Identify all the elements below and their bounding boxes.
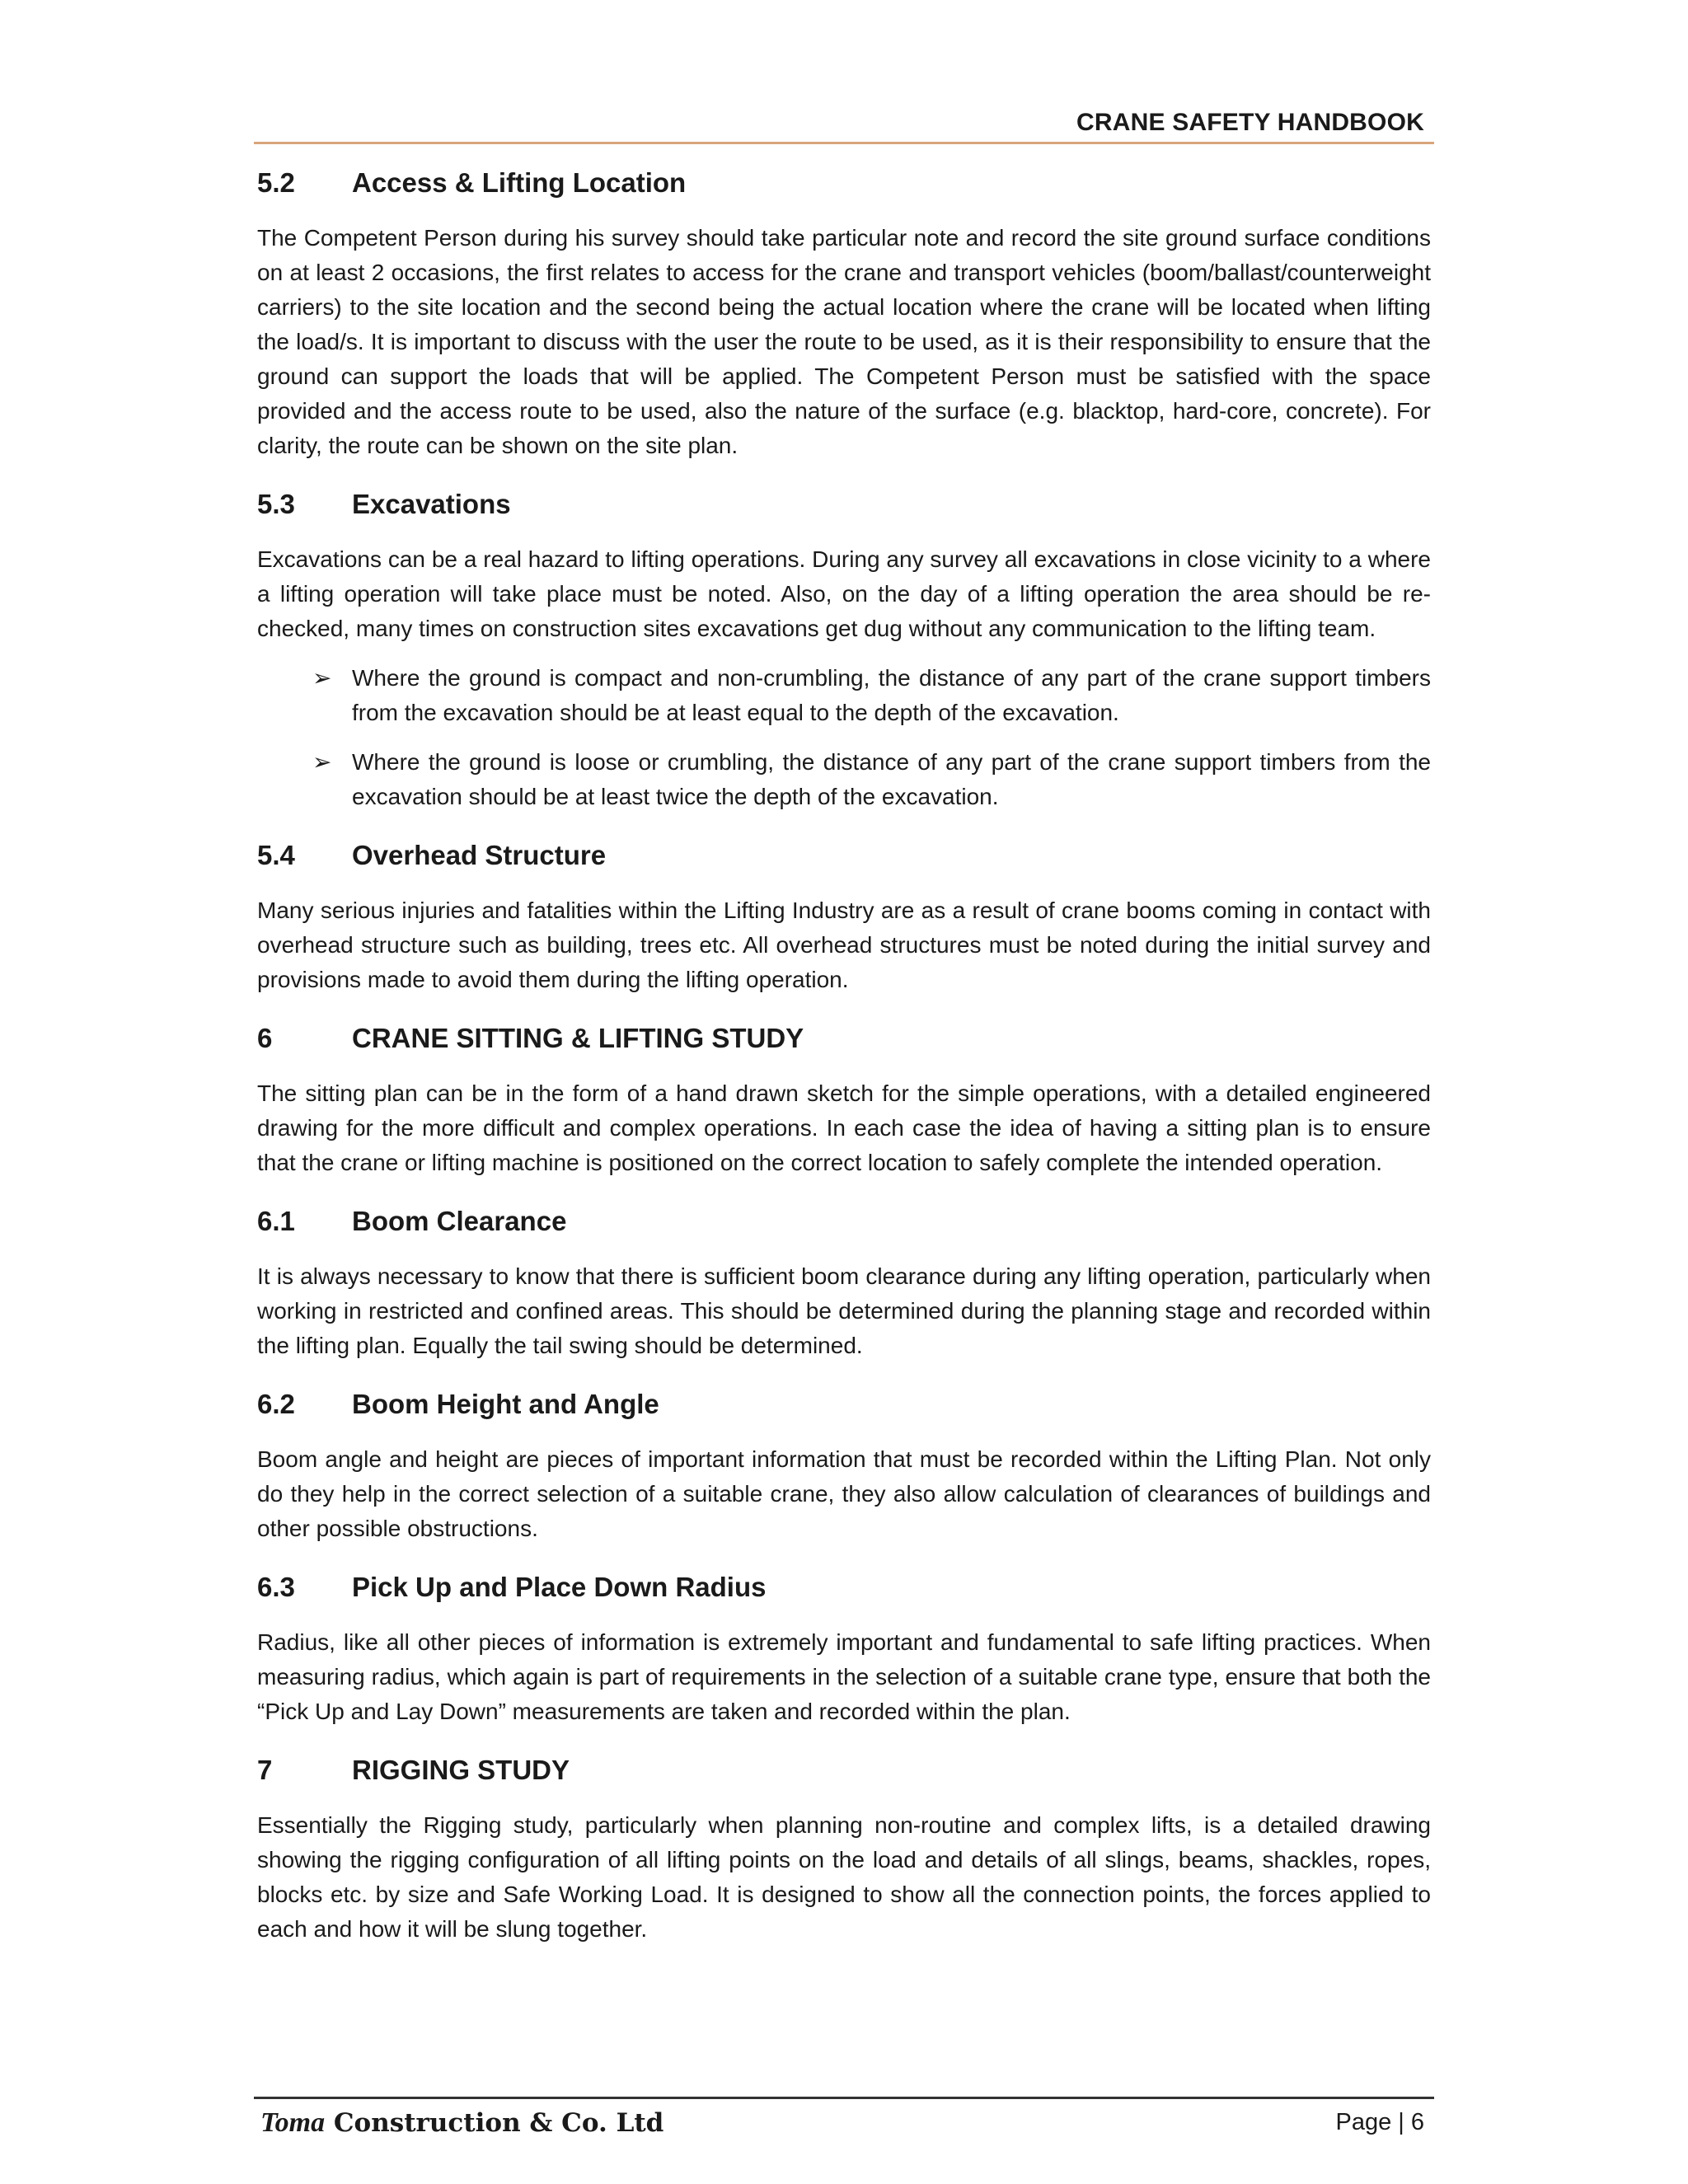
section-number: 6 bbox=[257, 1023, 273, 1053]
paragraph-6-2: Boom angle and height are pieces of important information that must be recorded within the Lifting Plan. Not only do they help in the correct selection of a suitable crane, they also allow calculation of clearances of buildings and other possible obstructions. bbox=[257, 1446, 1431, 1541]
section-number: 5.2 bbox=[257, 167, 295, 198]
bullet-text: Where the ground is compact and non-crumbling, the distance of any part of the crane support timbers from the excavation should be at least equal to the depth of the excavation. bbox=[352, 665, 1431, 725]
section-title: Boom Clearance bbox=[352, 1206, 567, 1236]
heading-5-3 bbox=[257, 486, 1431, 523]
section-number: 6.1 bbox=[257, 1206, 295, 1236]
section-title: CRANE SITTING & LIFTING STUDY bbox=[352, 1023, 804, 1053]
footer-company-name bbox=[260, 2107, 663, 2139]
page-footer bbox=[254, 2097, 1434, 2149]
heading-6-3 bbox=[257, 1569, 1431, 1605]
section-title: Overhead Structure bbox=[352, 840, 607, 870]
heading-5-2 bbox=[257, 165, 1431, 201]
paragraph-5-2: The Competent Person during his survey should take particular note and record the site ground surface conditions on at least 2 occasions, the first relates to access for the crane and transport vehicles (boom/ballast/counterweight carriers) to the site location and the second being the actual location where the crane will be located when lifting the load/s. It is important to discuss with the user the route to be used, as it is their responsibility to ensure that the ground can support the loads that will be applied. The Competent Person must be satisfied with the space provided and the access route to be used, also the nature of the surface (e.g. blacktop, hard-core, concrete). For clarity, the route can be shown on the site plan. bbox=[257, 225, 1431, 458]
section-number: 6.2 bbox=[257, 1389, 295, 1419]
heading-5-4 bbox=[257, 837, 1431, 874]
paragraph-6: The sitting plan can be in the form of a hand drawn sketch for the simple operations, with a detailed engineered drawing for the more difficult and complex operations. In each case the idea of having a sitting plan is to ensure that the crane or lifting machine is positioned on the correct location to safely complete the intended operation. bbox=[257, 1080, 1431, 1175]
page-number: Page | 6 bbox=[1335, 2109, 1424, 2135]
header-title: CRANE SAFETY HANDBOOK bbox=[1076, 109, 1424, 136]
section-number: 6.3 bbox=[257, 1572, 295, 1602]
section-title: RIGGING STUDY bbox=[352, 1755, 570, 1785]
section-number: 7 bbox=[257, 1755, 273, 1785]
paragraph-6-1: It is always necessary to know that there is sufficient boom clearance during any lifting operation, particularly when working in restricted and confined areas. This should be determined during the planning stage and recorded within the lifting plan. Equally the tail swing should be determined. bbox=[257, 1263, 1431, 1358]
paragraph-7: Essentially the Rigging study, particularly when planning non-routine and complex lifts, is a detailed drawing showing the rigging configuration of all lifting points on the load and details of all slings, beams, shackles, ropes, blocks etc. by size and Safe Working Load. It is designed to show all the connection points, the forces applied to each and how it will be slung together. bbox=[257, 1812, 1431, 1942]
company-name-rest: Construction & Co. Ltd bbox=[325, 2108, 664, 2138]
section-title: Access & Lifting Location bbox=[352, 167, 687, 198]
paragraph-5-3: Excavations can be a real hazard to lifting operations. During any survey all excavations in close vicinity to a where a lifting operation will take place must be noted. Also, on the day of a lifting operation the area should be re-checked, many times on construction sites excavations get dug without any communication to the lifting team. bbox=[257, 546, 1431, 641]
list-item bbox=[257, 661, 1431, 730]
arrow-bullet-icon: ➢ bbox=[312, 665, 332, 691]
section-title: Excavations bbox=[352, 489, 511, 519]
excavation-bullet-list bbox=[257, 661, 1431, 814]
section-title: Pick Up and Place Down Radius bbox=[352, 1572, 767, 1602]
heading-6-2 bbox=[257, 1386, 1431, 1422]
page-header bbox=[254, 109, 1434, 144]
list-item bbox=[257, 745, 1431, 814]
paragraph-5-4: Many serious injuries and fatalities within the Lifting Industry are as a result of crane booms coming in contact with overhead structure such as building, trees etc. All overhead structures must be noted during the initial survey and provisions made to avoid them during the lifting operation. bbox=[257, 898, 1431, 992]
paragraph-6-3: Radius, like all other pieces of information is extremely important and fundamental to safe lifting practices. When measuring radius, which again is part of requirements in the selection of a suitable crane type, ensure that both the “Pick Up and Lay Down” measurements are taken and recorded within the plan. bbox=[257, 1629, 1431, 1724]
section-title: Boom Height and Angle bbox=[352, 1389, 659, 1419]
page-content bbox=[257, 165, 1431, 1970]
section-number: 5.4 bbox=[257, 840, 295, 870]
heading-6-1 bbox=[257, 1203, 1431, 1240]
section-number: 5.3 bbox=[257, 489, 295, 519]
arrow-bullet-icon: ➢ bbox=[312, 749, 332, 775]
heading-7 bbox=[257, 1752, 1431, 1788]
heading-6 bbox=[257, 1020, 1431, 1057]
company-brand: Toma bbox=[260, 2107, 326, 2138]
bullet-text: Where the ground is loose or crumbling, the distance of any part of the crane support timbers from the excavation should be at least twice the depth of the excavation. bbox=[352, 749, 1431, 809]
